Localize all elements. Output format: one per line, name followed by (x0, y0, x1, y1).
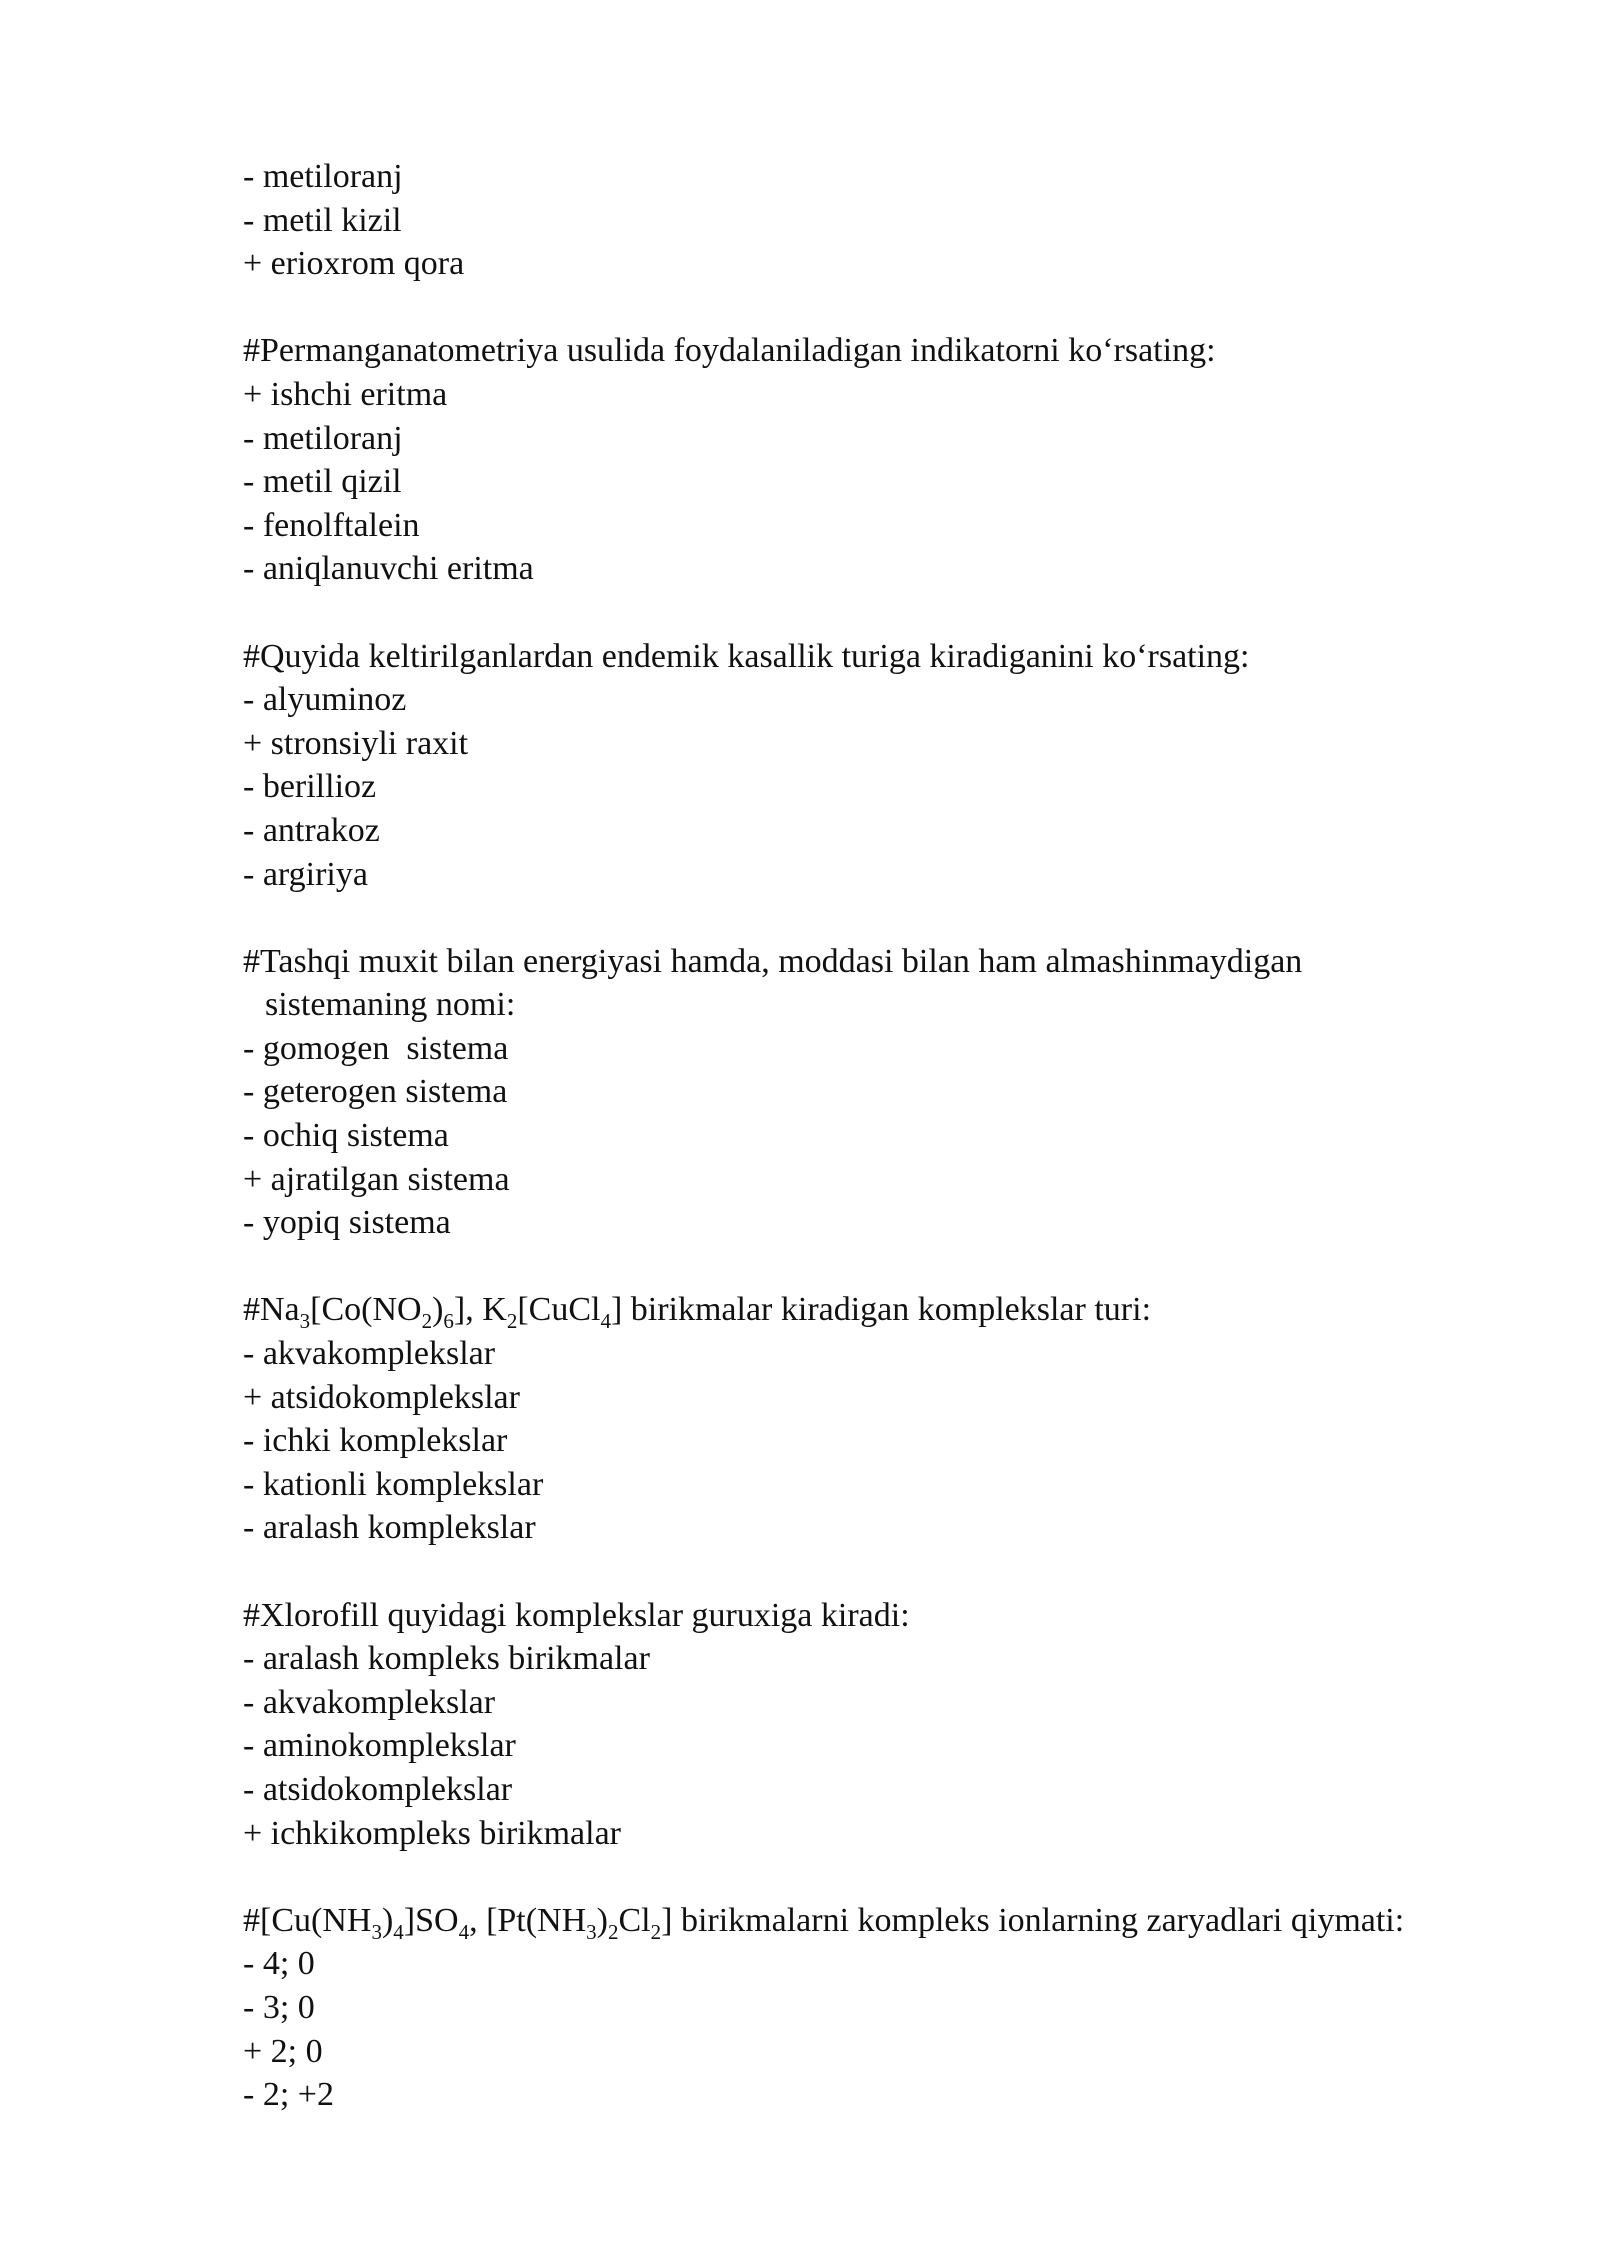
answer-option: + erioxrom qora (243, 245, 465, 283)
block-spacer (243, 1550, 1563, 1594)
formula-subscript: 2 (421, 1309, 433, 1334)
formula-subscript: 4 (600, 1309, 611, 1334)
formula-part: ) (596, 1901, 608, 1939)
formula-part: Cl (618, 1901, 651, 1939)
block-spacer (243, 286, 1563, 330)
formula-subscript: 3 (371, 1919, 382, 1944)
question-text: #Permanganatometriya usulida foydalaniladigan indikatorni ko‘rsating: (243, 332, 1216, 370)
question-text: #Xlorofill quyidagi komplekslar guruxiga kiradi: (243, 1596, 910, 1634)
answer-option: - antrakoz (243, 811, 380, 849)
formula-part: [Pt(NH (486, 1901, 587, 1939)
answer-option: - aminokomplekslar (243, 1727, 516, 1765)
answer-option: - ichki komplekslar (243, 1422, 508, 1460)
question-block (243, 940, 1563, 1245)
answer-option: - berillioz (243, 768, 377, 806)
answer-option: - 3; 0 (243, 1988, 315, 2026)
answer-option: - 4; 0 (243, 1945, 315, 1983)
question-text (243, 1899, 1563, 1943)
formula-subscript: 6 (443, 1309, 454, 1334)
formula-part: , (469, 1901, 487, 1939)
answer-option: + ishchi eritma (243, 375, 448, 413)
answer-option: + ajratilgan sistema (243, 1160, 510, 1198)
answer-option: - kationli komplekslar (243, 1465, 544, 1503)
formula-subscript: 2 (506, 1309, 518, 1334)
question-text: #Tashqi muxit bilan energiyasi hamda, moddasi bilan ham almashinmaydigan (243, 942, 1303, 980)
formula-part: #Na (243, 1291, 300, 1329)
answer-option: - aralash kompleks birikmalar (243, 1640, 650, 1678)
answer-option: - ochiq sistema (243, 1117, 449, 1155)
question-text: #Quyida keltirilganlardan endemik kasallik turiga kiradiganini ko‘rsating: (243, 637, 1250, 675)
answer-option: - metiloranj (243, 158, 403, 195)
formula-part: ] (661, 1901, 673, 1939)
formula-part: ) (432, 1291, 444, 1329)
answer-option: - gomogen sistema (243, 1029, 509, 1067)
answer-option: - atsidokomplekslar (243, 1770, 513, 1808)
answer-option: - fenolftalein (243, 506, 420, 544)
formula-part: #[Cu(NH (243, 1901, 372, 1939)
formula-part: ] (610, 1291, 623, 1329)
question-block (243, 635, 1563, 897)
question-block (243, 1288, 1563, 1550)
block-spacer (243, 1245, 1563, 1289)
question-block (243, 329, 1563, 591)
formula-part: ], (453, 1291, 483, 1329)
question-block (243, 1899, 1563, 2117)
answer-option: - alyuminoz (243, 681, 407, 719)
question-text-continuation: sistemaning nomi: (265, 986, 516, 1024)
question-suffix: birikmalarni kompleks ionlarning zaryadlari qiymati: (672, 1901, 1405, 1939)
answer-option: + stronsiyli raxit (243, 724, 469, 762)
formula-subscript: 4 (393, 1919, 404, 1944)
formula-subscript: 2 (650, 1919, 662, 1944)
answer-option: - 2; +2 (243, 2076, 334, 2114)
question-suffix: birikmalar kiradigan komplekslar turi: (622, 1291, 1152, 1329)
answer-option: - aniqlanuvchi eritma (243, 550, 534, 588)
answer-option: - aralash komplekslar (243, 1509, 536, 1547)
formula-part: [Co(NO (310, 1291, 422, 1329)
answer-option: - geterogen sistema (243, 1073, 508, 1111)
answer-option: - akvakomplekslar (243, 1335, 496, 1373)
formula-subscript: 3 (299, 1309, 311, 1334)
answer-option: + ichkikompleks birikmalar (243, 1814, 621, 1852)
answer-option: + atsidokomplekslar (243, 1378, 520, 1416)
formula-part: K (482, 1291, 507, 1329)
answer-option: - metiloranj (243, 419, 403, 457)
document-page (243, 155, 1563, 2117)
formula-part: ) (381, 1901, 394, 1939)
answer-option: - metil kizil (243, 201, 402, 239)
block-spacer (243, 1855, 1563, 1899)
answer-option: - akvakomplekslar (243, 1683, 496, 1721)
answer-option: - metil qizil (243, 463, 402, 501)
answer-option: - argiriya (243, 855, 368, 893)
answer-option: - yopiq sistema (243, 1204, 451, 1242)
formula-part: ]SO (403, 1901, 459, 1939)
block-spacer (243, 896, 1563, 940)
answer-option: + 2; 0 (243, 2032, 323, 2070)
formula-subscript: 2 (608, 1919, 619, 1944)
question-block (243, 155, 1563, 286)
formula-part: [CuCl (517, 1291, 601, 1329)
block-spacer (243, 591, 1563, 635)
question-text (243, 1288, 1563, 1332)
formula-subscript: 3 (586, 1919, 597, 1944)
question-block (243, 1594, 1563, 1856)
formula-subscript: 4 (458, 1919, 470, 1944)
